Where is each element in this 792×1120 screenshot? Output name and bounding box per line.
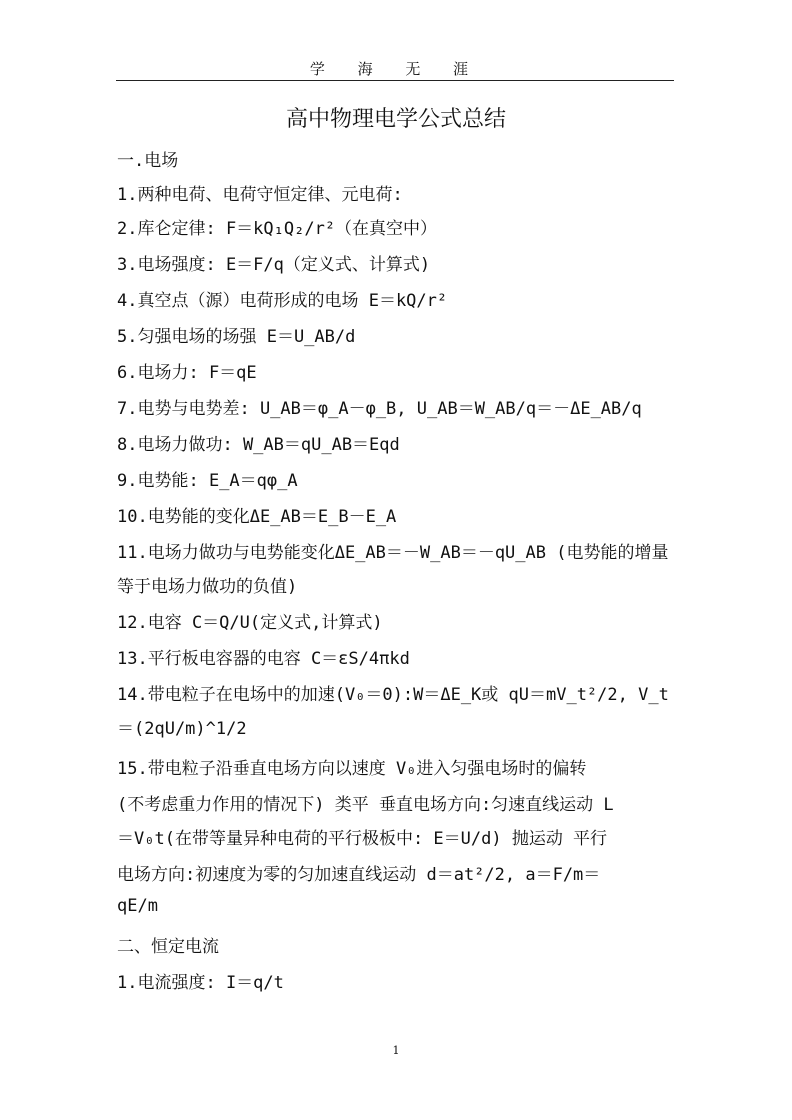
text-line: 11.电场力做功与电势能变化ΔE_AB＝－W_AB＝－qU_AB (电势能的增量 [117, 543, 669, 563]
text-line: 电场方向:初速度为零的匀加速直线运动 d＝at²/2, a＝F/m＝ [117, 865, 601, 885]
text-line: 8.电场力做功: W_AB＝qU_AB＝Eqd [117, 435, 400, 455]
text-line: ＝V₀t(在带等量异种电荷的平行极板中: E＝U/d) 抛运动 平行 [117, 829, 608, 849]
text-line: 12.电容 C＝Q/U(定义式,计算式) [117, 613, 383, 633]
text-line: (不考虑重力作用的情况下) 类平 垂直电场方向:匀速直线运动 L [117, 795, 614, 815]
text-line: 9.电势能: E_A＝qφ_A [117, 471, 298, 491]
text-line: 1.电流强度: I＝q/t [117, 973, 284, 993]
text-line: 等于电场力做功的负值) [117, 577, 298, 597]
text-line: 1.两种电荷、电荷守恒定律、元电荷: [117, 185, 403, 205]
text-line: qE/m [117, 896, 158, 916]
header-divider [116, 80, 674, 81]
text-line: 13.平行板电容器的电容 C＝εS/4πkd [117, 649, 410, 669]
text-line: 7.电势与电势差: U_AB＝φ_A－φ_B, U_AB＝W_AB/q＝－ΔE_AB/q [117, 399, 642, 419]
section-heading: 一.电场 [117, 151, 179, 171]
text-line: 10.电势能的变化ΔE_AB＝E_B－E_A [117, 507, 397, 527]
text-line: ＝(2qU/m)^1/2 [117, 719, 247, 739]
text-line: 4.真空点（源）电荷形成的电场 E＝kQ/r² [117, 291, 448, 311]
page-number: 1 [392, 1044, 400, 1057]
section-heading: 二、恒定电流 [117, 937, 219, 957]
document-title: 高中物理电学公式总结 [285, 107, 506, 132]
text-line: 14.带电粒子在电场中的加速(V₀＝0):W＝ΔE_K或 qU＝mV_t²/2, V_t [117, 685, 669, 705]
text-line: 2.库仑定律: F＝kQ₁Q₂/r²（在真空中） [117, 219, 438, 239]
text-line: 3.电场强度: E＝F/q（定义式、计算式) [117, 255, 431, 275]
text-line: 15.带电粒子沿垂直电场方向以速度 V₀进入匀强电场时的偏转 [117, 759, 587, 779]
text-line: 6.电场力: F＝qE [117, 363, 257, 383]
text-line: 5.匀强电场的场强 E＝U_AB/d [117, 327, 356, 347]
page-header: 学 海 无 涯 [309, 60, 483, 78]
